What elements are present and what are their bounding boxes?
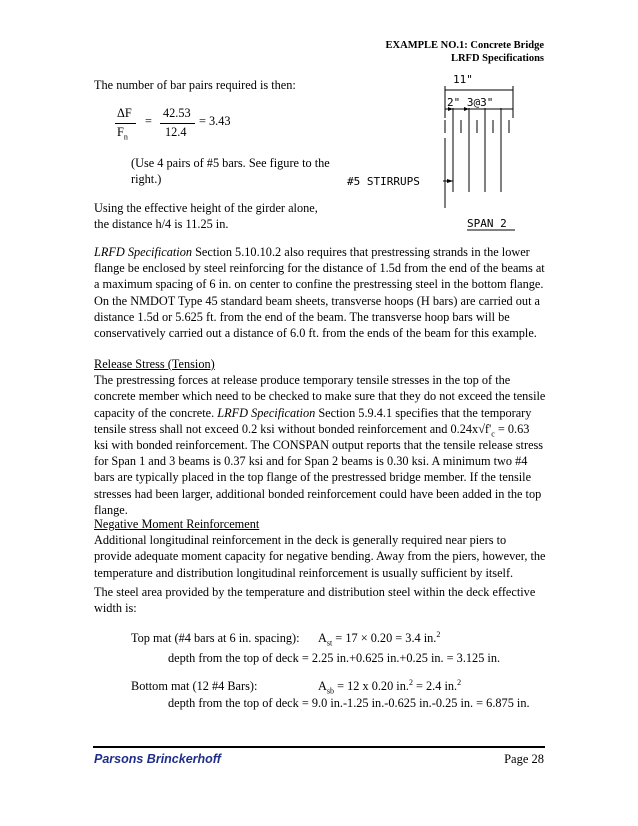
negative-moment-section (94, 516, 546, 581)
steel-area-text: The steel area provided by the temperature and distribution steel within the deck effective width is: (94, 585, 536, 616)
header-line-2: LRFD Specifications (450, 53, 544, 64)
lrfd-paragraph: LRFD Specification Section 5.10.10.2 also requires that prestressing strands in the lower flange be enclosed by steel reinforcing for the distance of 1.5d from the end of the beams at a maximum spacing of 6 in. on center to confine the prestressing steel in the bottom flange. On the NMDOT Type 45 standard beam sheets, transverse hoops (H bars) are carried out a distance 1.5d or 5.625 ft. from the end of the beam. The transverse hoop bars will be conservatively carried out a distance of 6.0 ft. from the ends of the beam for this example. (94, 245, 545, 341)
dim-top-label: 11" (453, 73, 473, 86)
eq-rhs-fraction-bar (160, 123, 195, 124)
eq-rhs-numerator: 42.53 (163, 106, 191, 120)
top-mat-depth: depth from the top of deck = 2.25 in.+0.625 in.+0.25 in. = 3.125 in. (168, 651, 501, 665)
eq-lhs-numerator: ΔF (117, 106, 132, 120)
bottom-mat-equation: $A_{sb} = 12$ x 0.20 in.$^2$ = 2.4 in.$^2$ (318, 677, 462, 696)
span-label: SPAN 2 (467, 217, 507, 230)
release-stress-section (94, 356, 546, 518)
release-stress-text: The prestressing forces at release produce temporary tensile stresses in the top of the concrete member which need to be checked to make sure that they do not exceed the tensile capacity of the concrete. LRFD Specification Section 5.9.4.1 specifies that the temporary tensile stress shall not exceed 0.2 ksi without bonded reinforcement and $0.24x√f'_c = 0.63$ ksi with bonded reinforcement. The CONSPAN output reports that the tensile release stress for Span 1 and 3 beams is 0.37 ksi and for Span 2 beams is 0.30 ksi. A minimum two #4 bars are typically placed in the top flange of the prestressed bridge member. If the tensile stresses had been larger, additional bonded reinforcement could have been added in the top flange. (94, 373, 546, 517)
bottom-mat-depth: depth from the top of deck = 9.0 in.-1.25 in.-0.625 in.-0.25 in. = 6.875 in. (168, 696, 530, 710)
stirrups-label: #5 STIRRUPS (347, 175, 420, 188)
header-line-1: EXAMPLE NO.1: Concrete Bridge (385, 40, 544, 51)
page-header (386, 39, 544, 65)
eq-lhs-fraction-bar (115, 123, 136, 124)
eq-rhs-denominator: 12.4 (165, 125, 187, 139)
footer-company: Parsons Brinckerhoff (94, 752, 221, 766)
intro-text: The number of bar pairs required is then: (94, 78, 296, 92)
effective-height-text: Using the effective height of the girder alone, the distance h/4 is 11.25 in. (94, 201, 318, 232)
bottom-mat-label: Bottom mat (12 #4 Bars): (131, 679, 258, 693)
bar-note: (Use 4 pairs of #5 bars. See figure to the right.) (131, 156, 330, 187)
release-stress-heading: Release Stress (Tension) (94, 357, 215, 371)
dim-spacing-label: 2" 3@3" (447, 96, 494, 109)
footer-page-number: Page 28 (504, 752, 544, 766)
negative-moment-text: Additional longitudinal reinforcement in the deck is generally required near piers to provide adequate moment capacity for negative bending. Away from the piers, however, the temperature and distribution longitudinal reinforcement is usually sufficient by itself. (94, 533, 546, 580)
top-mat-label: Top mat (#4 bars at 6 in. spacing): (131, 631, 300, 645)
eq-lhs-denominator: $F_n$ (117, 125, 128, 142)
footer-rule (93, 746, 545, 748)
negative-moment-heading: Negative Moment Reinforcement (94, 517, 260, 531)
stirrup-detail-figure (345, 68, 545, 234)
eq-equals-1: = (145, 114, 152, 128)
eq-result: = 3.43 (199, 114, 231, 128)
top-mat-equation: $A_{st} = 17 \times 0.20 = 3.4$ in.$^2$ (318, 629, 441, 648)
